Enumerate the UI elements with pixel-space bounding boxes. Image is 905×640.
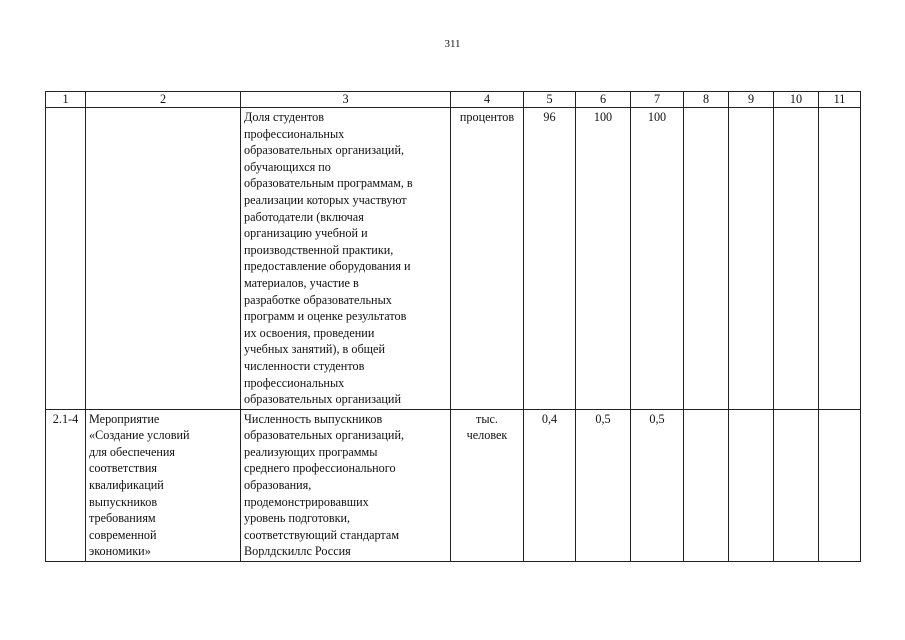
value-col-8 (684, 108, 729, 410)
value-col-5: 0,4 (524, 409, 576, 561)
value-col-10 (774, 409, 819, 561)
indicator-name: Численность выпускников образовательных организаций, реализующих программы среднего профессионального образования, продемонстрировавших уровень подготовки, соответствующий стандартам Ворлдскиллс Россия (241, 409, 451, 561)
value-col-11 (819, 409, 861, 561)
indicators-table (45, 91, 861, 562)
activity-name (86, 108, 241, 410)
header-col-11: 11 (819, 92, 861, 108)
row-number: 2.1-4 (46, 409, 86, 561)
page-number: 311 (444, 38, 461, 50)
value-col-9 (729, 409, 774, 561)
header-row (46, 92, 861, 108)
header-col-2: 2 (86, 92, 241, 108)
table-row (46, 108, 861, 410)
header-col-6: 6 (576, 92, 631, 108)
unit: процентов (451, 108, 524, 410)
value-col-6: 0,5 (576, 409, 631, 561)
value-col-8 (684, 409, 729, 561)
header-col-8: 8 (684, 92, 729, 108)
value-col-9 (729, 108, 774, 410)
header-col-3: 3 (241, 92, 451, 108)
value-col-10 (774, 108, 819, 410)
header-col-4: 4 (451, 92, 524, 108)
header-col-9: 9 (729, 92, 774, 108)
value-col-5: 96 (524, 108, 576, 410)
row-number (46, 108, 86, 410)
header-col-1: 1 (46, 92, 86, 108)
indicator-name: Доля студентов профессиональных образовательных организаций, обучающихся по образовательным программам, в реализации которых участвуют работодатели (включая организацию учебной и производственной практики, предоставление оборудования и материалов, участие в разработке образовательных программ и оценке результатов их освоения, проведении учебных занятий), в общей численности студентов профессиональных образовательных организаций (241, 108, 451, 410)
value-col-6: 100 (576, 108, 631, 410)
activity-name: Мероприятие «Создание условий для обеспечения соответствия квалификаций выпускников требованиям современной экономики» (86, 409, 241, 561)
table-row (46, 409, 861, 561)
value-col-7: 0,5 (631, 409, 684, 561)
header-col-5: 5 (524, 92, 576, 108)
header-col-7: 7 (631, 92, 684, 108)
value-col-7: 100 (631, 108, 684, 410)
header-col-10: 10 (774, 92, 819, 108)
value-col-11 (819, 108, 861, 410)
unit: тыс. человек (451, 409, 524, 561)
